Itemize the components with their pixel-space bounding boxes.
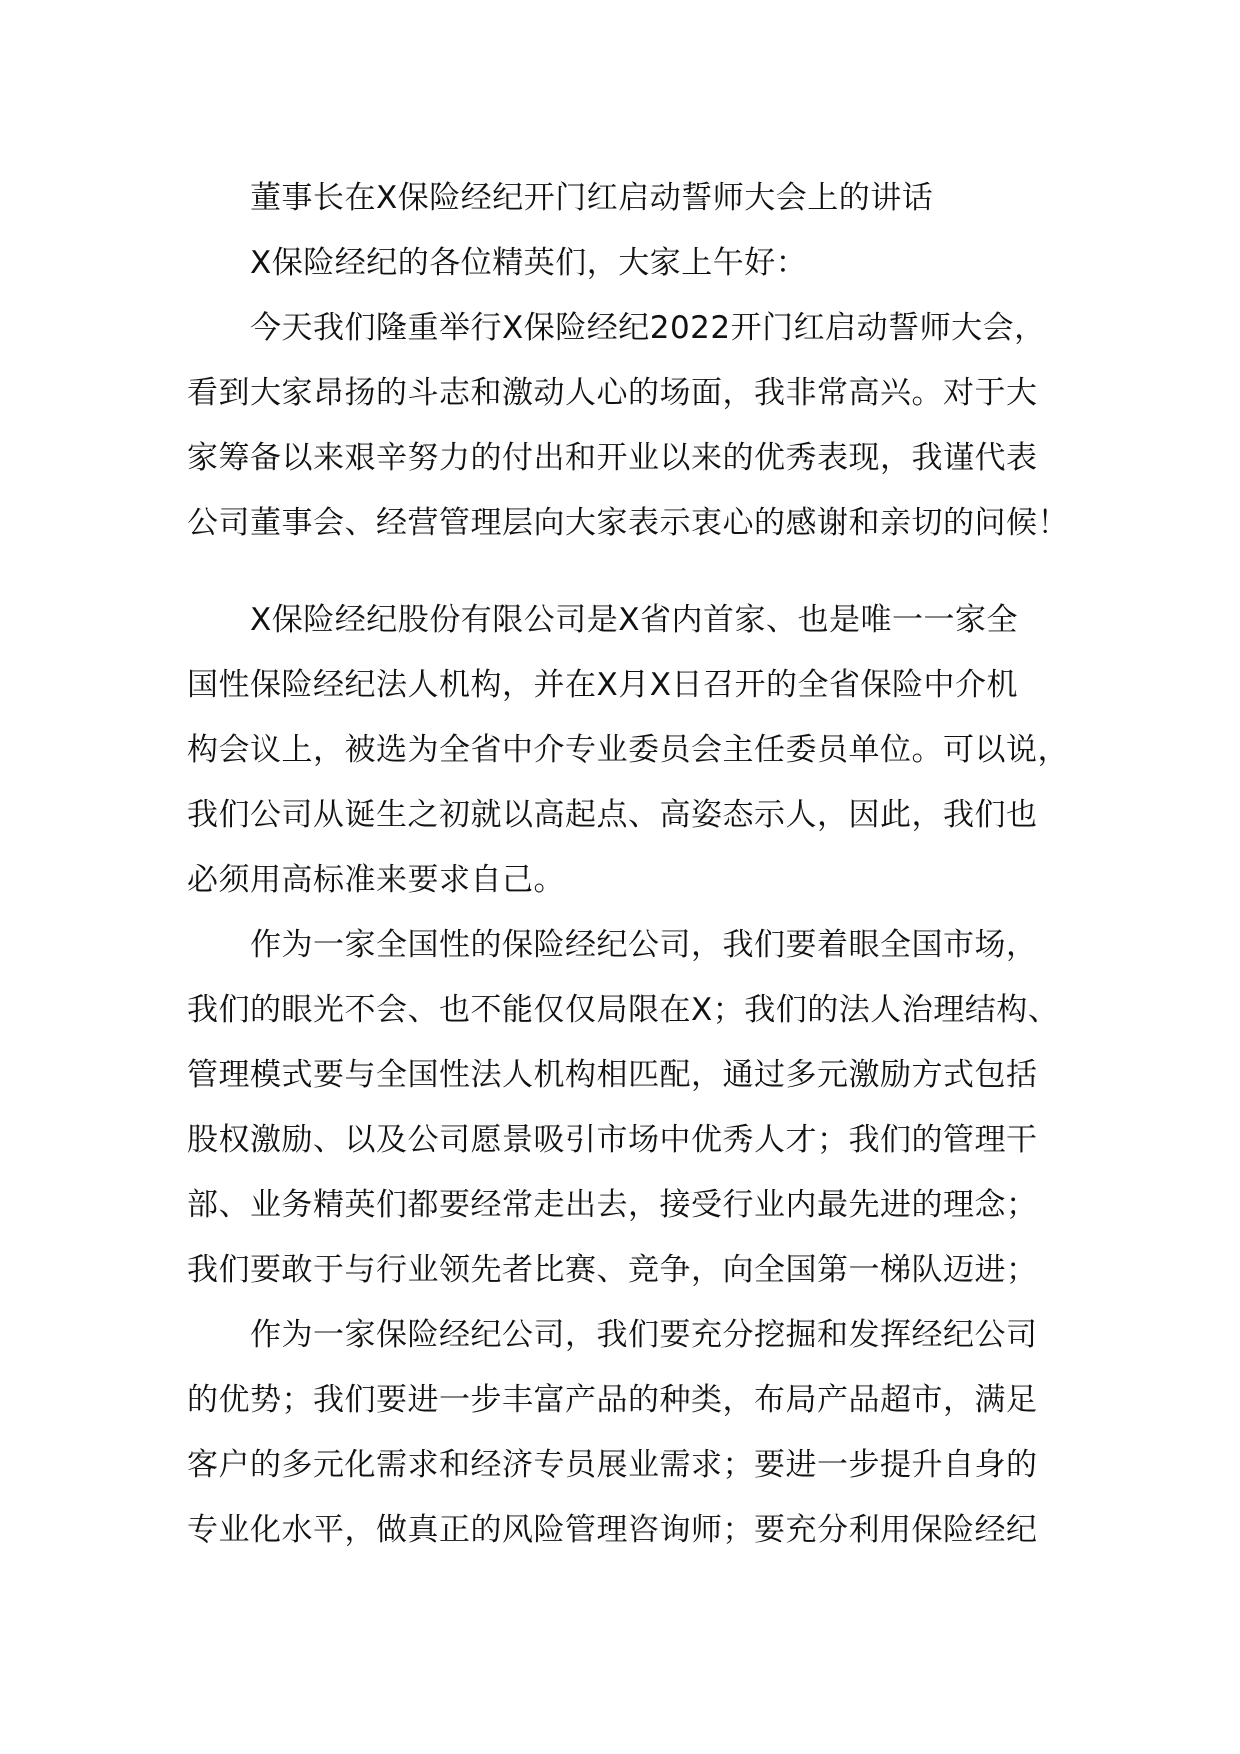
document-title: 董事长在X保险经纪开门红启动誓师大会上的讲话 — [250, 180, 934, 216]
paragraph-line: 股权激励、以及公司愿景吸引市场中优秀人才；我们的管理干 — [187, 1122, 1038, 1158]
paragraph-line: 公司董事会、经营管理层向大家表示衷心的感谢和亲切的问候！ — [187, 505, 1069, 541]
paragraph-4 — [187, 1303, 1077, 1563]
paragraph-line: 作为一家保险经纪公司，我们要充分挖掘和发挥经纪公司 — [250, 1317, 1038, 1353]
paragraph-line: X保险经纪股份有限公司是X省内首家、也是唯一一家全 — [250, 602, 1018, 638]
paragraph-line: 专业化水平，做真正的风险管理咨询师；要充分利用保险经纪 — [187, 1512, 1038, 1548]
paragraph-line: 我们公司从诞生之初就以高起点、高姿态示人，因此，我们也 — [187, 797, 1038, 833]
paragraph-1 — [187, 296, 1077, 556]
paragraph-line: 部、业务精英们都要经常走出去，接受行业内最先进的理念； — [187, 1187, 1038, 1223]
paragraph-2 — [187, 588, 1077, 913]
document-body — [187, 166, 1077, 1563]
paragraph-line: 家筹备以来艰辛努力的付出和开业以来的优秀表现，我谨代表 — [187, 440, 1038, 476]
paragraph-line: 客户的多元化需求和经济专员展业需求；要进一步提升自身的 — [187, 1447, 1038, 1483]
paragraph-line: 我们的眼光不会、也不能仅仅局限在X；我们的法人治理结构、 — [187, 992, 1060, 1028]
paragraph-line: 看到大家昂扬的斗志和激动人心的场面，我非常高兴。对于大 — [187, 375, 1038, 411]
paragraph-3 — [187, 913, 1077, 1303]
paragraph-line: 构会议上，被选为全省中介专业委员会主任委员单位。可以说， — [187, 732, 1069, 768]
paragraph-line: 我们要敢于与行业领先者比赛、竞争，向全国第一梯队迈进； — [187, 1252, 1038, 1288]
paragraph-line: 的优势；我们要进一步丰富产品的种类，布局产品超市，满足 — [187, 1382, 1038, 1418]
paragraph-line: 管理模式要与全国性法人机构相匹配，通过多元激励方式包括 — [187, 1057, 1038, 1093]
paragraph-spacer — [187, 556, 1077, 588]
salutation: X保险经纪的各位精英们，大家上午好： — [250, 245, 808, 281]
paragraph-line: 国性保险经纪法人机构，并在X月X日召开的全省保险中介机 — [187, 667, 1018, 703]
paragraph-line: 作为一家全国性的保险经纪公司，我们要着眼全国市场， — [250, 927, 1038, 963]
paragraph-line: 必须用高标准来要求自己。 — [187, 862, 565, 898]
paragraph-line: 今天我们隆重举行X保险经纪2022开门红启动誓师大会， — [250, 310, 1046, 346]
